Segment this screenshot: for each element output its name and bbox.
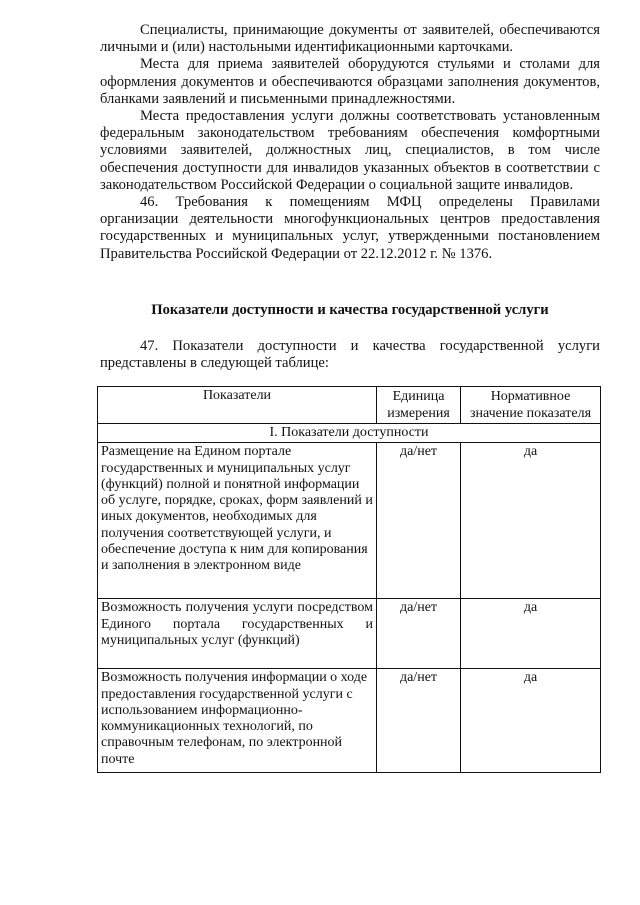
- unit-cell: да/нет: [377, 669, 461, 773]
- unit-cell: да/нет: [377, 443, 461, 599]
- unit-cell: да/нет: [377, 599, 461, 669]
- paragraph-reception-places: Места для приема заявителей оборудуются стульями и столами для оформления документов и обеспечиваются образцами заполнения документов, бланками заявлений и письменными принадлежностями.: [100, 56, 600, 107]
- table-row: [98, 669, 601, 773]
- indicators-table: [97, 386, 601, 773]
- body-text: [100, 22, 600, 263]
- paragraph-service-places: Места предоставления услуги должны соответствовать установленным федеральным законодательством требованиям обеспечения комфортными условиями заявителей, должностных лиц, специалистов, в том числе обеспечения доступности для инвалидов указанных объектов в соответствии с законодательством Российской Федерации о социальной защите инвалидов.: [100, 108, 600, 193]
- header-indicators: Показатели: [98, 387, 377, 424]
- table-row: [98, 599, 601, 669]
- value-cell: да: [461, 443, 601, 599]
- paragraph-item-46: 46. Требования к помещениям МФЦ определены Правилами организации деятельности многофункциональных центров предоставления государственных и муниципальных услуг, утвержденными постановлением Правительства Российской Федерации от 22.12.2012 г. № 1376.: [100, 194, 600, 262]
- value-cell: да: [461, 669, 601, 773]
- header-normative-value: Нормативное значение показателя: [461, 387, 601, 424]
- section-heading: Показатели доступности и качества государственной услуги: [151, 302, 549, 318]
- table-row: [98, 443, 601, 599]
- table-header-row: [98, 387, 601, 424]
- indicator-cell: Возможность получения информации о ходе предоставления государственной услуги с использованием информационно-коммуникационных технологий, по справочным телефонам, по электронной почте: [98, 669, 377, 773]
- indicator-cell: Возможность получения услуги посредством Единого портала государственных и муниципальных услуг (функций): [98, 599, 377, 669]
- section-title-accessibility: I. Показатели доступности: [98, 424, 601, 443]
- table-section-row: [98, 424, 601, 443]
- value-cell: да: [461, 599, 601, 669]
- paragraph-item-47: 47. Показатели доступности и качества государственной услуги представлены в следующей таблице:: [100, 338, 600, 372]
- header-unit: Единица измерения: [377, 387, 461, 424]
- paragraph-specialists: Специалисты, принимающие документы от заявителей, обеспечиваются личными и (или) настольными идентификационными карточками.: [100, 22, 600, 56]
- indicator-cell: Размещение на Едином портале государственных и муниципальных услуг (функций) полной и понятной информации об услуге, порядке, сроках, форм заявлений и иных документов, необходимых для получения соответствующей услуги, и обеспечение доступа к ним для копирования и заполнения в электронном виде: [98, 443, 377, 599]
